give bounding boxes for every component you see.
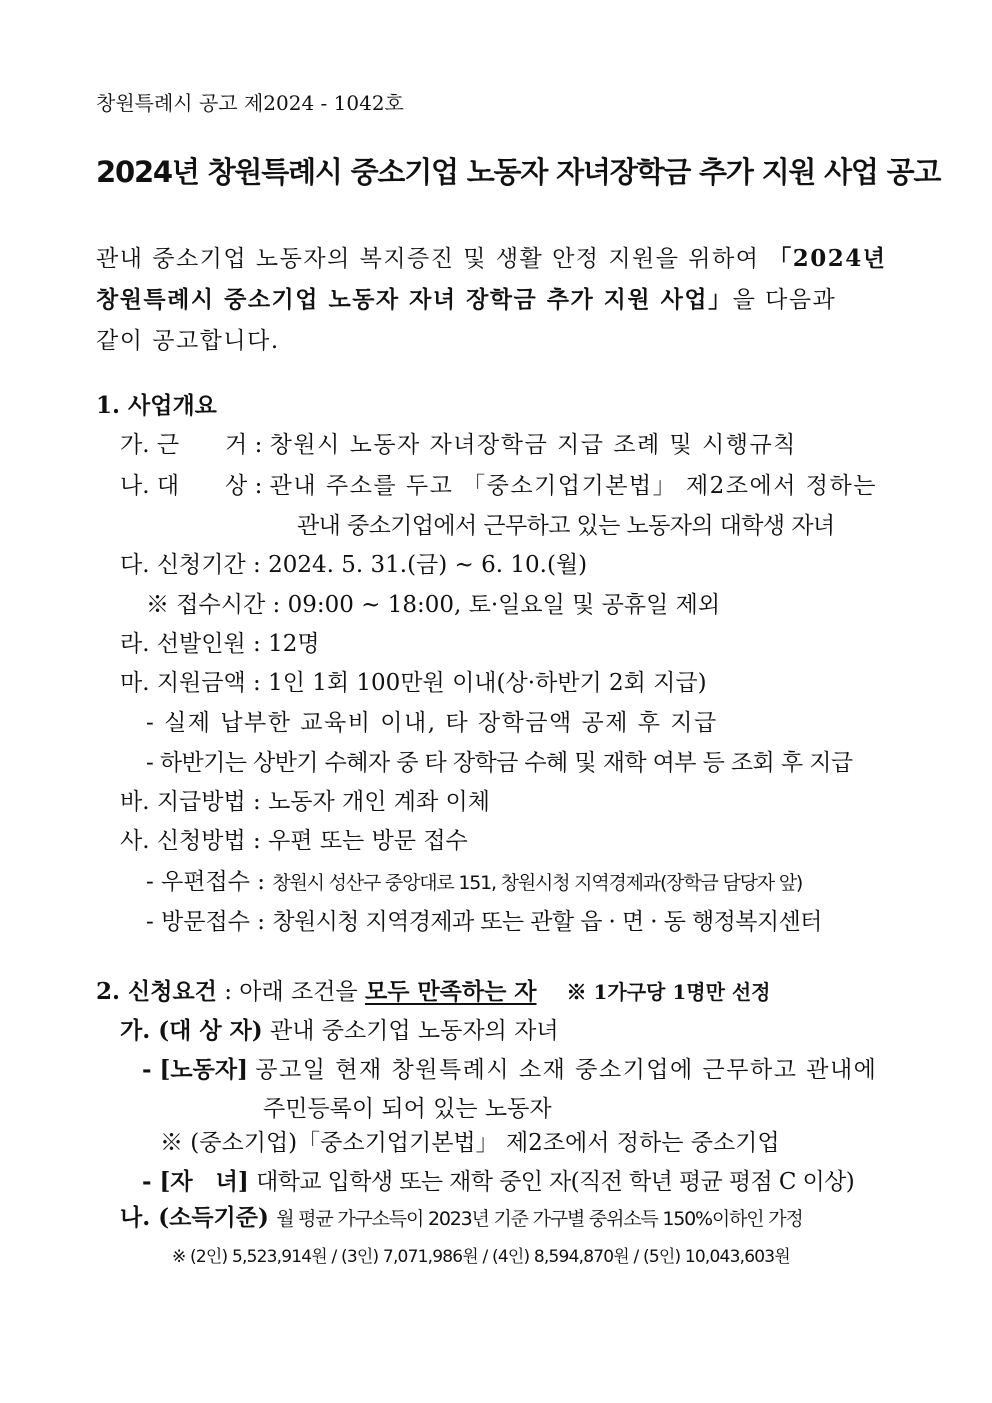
target-value-line-2: 관내 중소기업에서 근무하고 있는 노동자의 대학생 자녀 bbox=[297, 513, 835, 539]
worker-label: - [노동자] bbox=[142, 1056, 248, 1083]
amount-note-1: - 실제 납부한 교육비 이내, 타 장학금액 공제 후 지급 bbox=[146, 710, 718, 736]
intro-line-2 bbox=[96, 285, 836, 315]
section-1-heading: 1. 사업개요 bbox=[96, 392, 217, 419]
child-value: 대학교 입학생 또는 재학 중인 자(직전 학년 평균 평점 C 이상) bbox=[256, 1169, 855, 1195]
visit-label: - 방문접수 : bbox=[146, 909, 266, 935]
section-2-heading-row bbox=[96, 977, 771, 1007]
target-value-line-1: 관내 주소를 두고 「중소기업기본법」 제2조에서 정하는 bbox=[269, 473, 877, 499]
intro-line-1-text: 관내 중소기업 노동자의 복지증진 및 생활 안정 지원을 위하여 bbox=[96, 246, 769, 272]
mail-row bbox=[146, 867, 802, 898]
amount-value: 1인 1회 100만원 이내(상·하반기 2회 지급) bbox=[268, 670, 707, 696]
count-label: 라. 선발인원 : bbox=[120, 631, 261, 657]
payment-value: 노동자 개인 계좌 이체 bbox=[268, 789, 490, 815]
child-row bbox=[142, 1167, 854, 1197]
mail-label: - 우편접수 : bbox=[146, 869, 266, 895]
ga-row bbox=[120, 1016, 559, 1046]
intro-project-name: 창원특례시 중소기업 노동자 자녀 장학금 추가 지원 사업」 bbox=[96, 286, 733, 313]
hours-label: ※ 접수시간 : bbox=[146, 592, 281, 618]
notice-number: 창원특례시 공고 제2024 - 1042호 bbox=[96, 91, 404, 115]
section-2-heading-text: : 아래 조건을 bbox=[216, 979, 365, 1005]
visit-row bbox=[146, 907, 822, 937]
count-row bbox=[120, 629, 320, 659]
payment-row bbox=[120, 787, 490, 817]
basis-value: 창원시 노동자 자녀장학금 지급 조례 및 시행규칙 bbox=[269, 432, 797, 458]
section-2-household-note: ※ 1가구당 1명만 선정 bbox=[566, 980, 771, 1004]
ga-label: 가. (대 상 자) bbox=[120, 1017, 263, 1044]
intro-line-1 bbox=[96, 244, 886, 274]
period-value: 2024. 5. 31.(금) ~ 6. 10.(월) bbox=[268, 552, 588, 578]
hours-value: 09:00 ~ 18:00, 토·일요일 및 공휴일 제외 bbox=[287, 592, 721, 618]
target-label: 나. 대 상 : bbox=[120, 473, 263, 499]
worker-row bbox=[142, 1055, 877, 1085]
period-row bbox=[120, 550, 587, 580]
basis-row bbox=[120, 430, 797, 460]
mail-value: 창원시 성산구 중앙대로 151, 창원시청 지역경제과(장학금 담당자 앞) bbox=[272, 872, 803, 894]
basis-label: 가. 근 거 : bbox=[120, 432, 263, 458]
ga-value: 관내 중소기업 노동자의 자녀 bbox=[262, 1018, 559, 1044]
intro-project-name-start: 「2024년 bbox=[768, 245, 887, 272]
amount-note-2: - 하반기는 상반기 수혜자 중 타 장학금 수혜 및 재학 여부 등 조회 후 지급 bbox=[146, 750, 853, 776]
visit-value: 창원시청 지역경제과 또는 관할 읍 · 면 · 동 행정복지센터 bbox=[272, 909, 822, 935]
period-label: 다. 신청기간 : bbox=[120, 552, 261, 578]
apply-value: 우편 또는 방문 접수 bbox=[268, 828, 468, 854]
target-row bbox=[120, 471, 877, 501]
worker-value-line-1: 공고일 현재 창원특례시 소재 중소기업에 근무하고 관내에 bbox=[255, 1057, 878, 1083]
document-title: 2024년 창원특례시 중소기업 노동자 자녀장학금 추가 지원 사업 공고 bbox=[96, 155, 941, 189]
intro-line-2-text: 을 다음과 bbox=[732, 287, 837, 313]
amount-row bbox=[120, 668, 707, 698]
na-row bbox=[120, 1203, 803, 1234]
section-2-heading: 2. 신청요건 bbox=[96, 978, 217, 1005]
na-value: 월 평균 가구소득이 2023년 기준 가구별 중위소득 150%이하인 가정 bbox=[276, 1208, 803, 1230]
sme-note: ※ (중소기업)「중소기업기본법」 제2조에서 정하는 중소기업 bbox=[160, 1130, 780, 1156]
worker-value-line-2: 주민등록이 되어 있는 노동자 bbox=[263, 1096, 552, 1122]
section-2-condition-emphasis: 모두 만족하는 자 bbox=[364, 978, 537, 1005]
apply-label: 사. 신청방법 : bbox=[120, 828, 261, 854]
apply-row bbox=[120, 826, 468, 856]
child-label: - [자 녀] bbox=[142, 1168, 249, 1195]
income-thresholds-note: ※ (2인) 5,523,914원 / (3인) 7,071,986원 / (4인) 8,594,870원 / (5인) 10,043,603원 bbox=[172, 1247, 790, 1267]
amount-label: 마. 지원금액 : bbox=[120, 670, 261, 696]
count-value: 12명 bbox=[268, 631, 320, 657]
payment-label: 바. 지급방법 : bbox=[120, 789, 261, 815]
na-label: 나. (소득기준) bbox=[120, 1204, 269, 1231]
intro-line-3: 같이 공고합니다. bbox=[96, 328, 280, 354]
hours-row bbox=[146, 590, 720, 620]
